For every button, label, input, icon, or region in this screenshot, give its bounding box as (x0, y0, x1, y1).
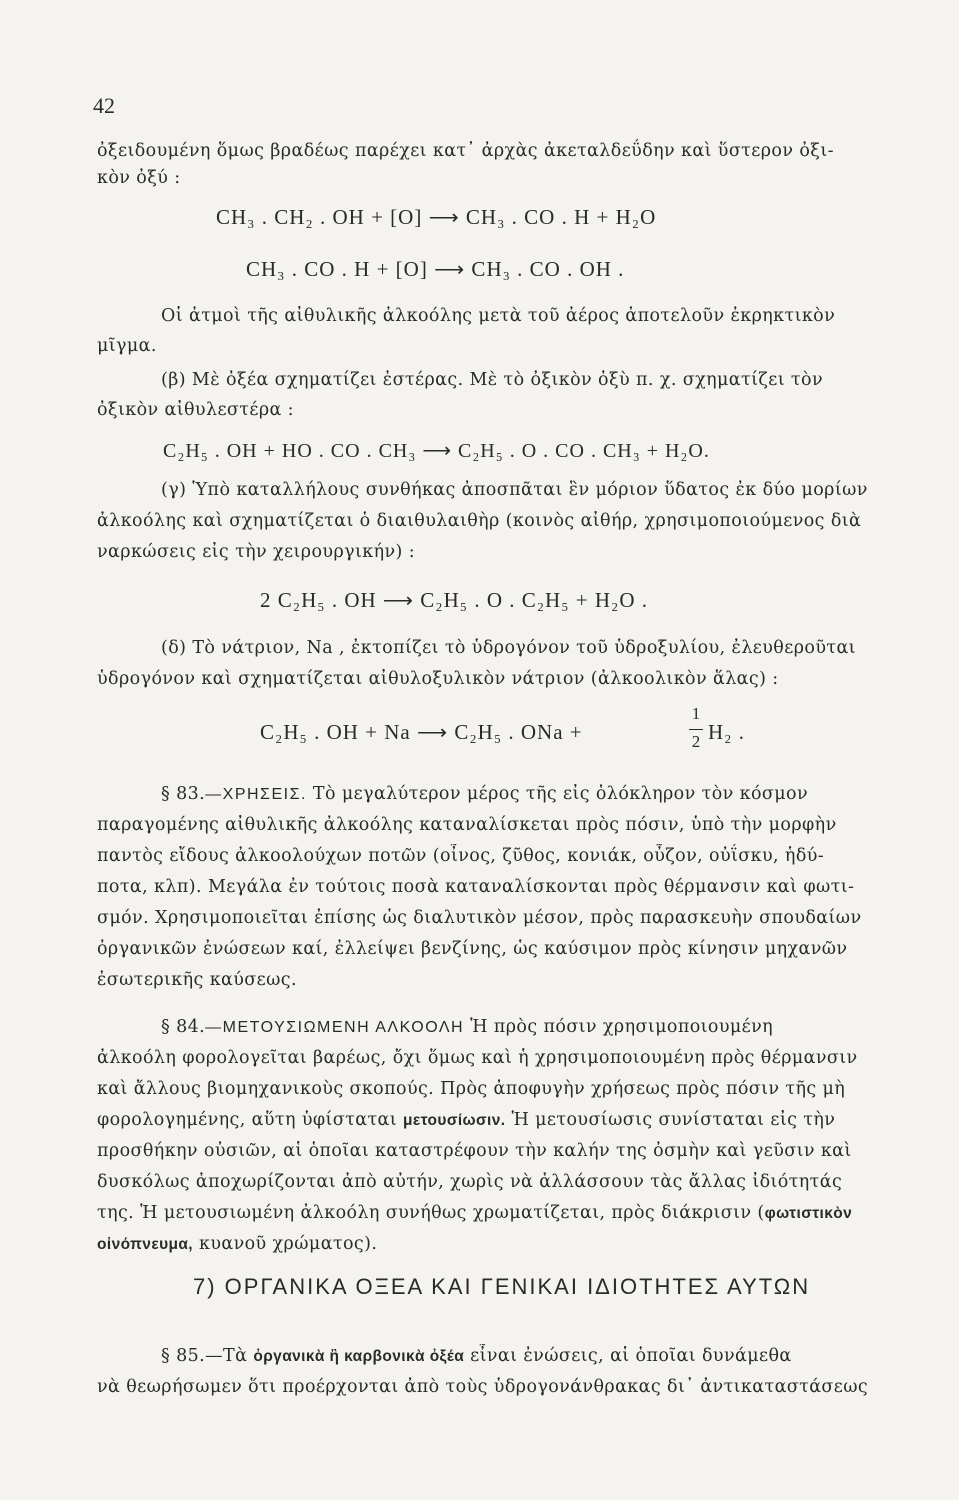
fraction-numerator: 1 (691, 704, 701, 723)
section-84-line-2: ἀλκοόλη φορολογεῖται βαρέως, ὄχι ὅμως καὶ ἡ χρησιμοποιουμένη πρὸς θέρμανσιν (97, 1048, 858, 1068)
section-83-line-7: ἐσωτερικῆς καύσεως. (97, 970, 297, 990)
section-84-line-7 (97, 1201, 927, 1226)
section-83-line-4: ποτα, κλπ). Μεγάλα ἐν τούτοις ποσὰ καταναλίσκονται πρὸς θέρμανσιν καὶ φωτι- (97, 877, 855, 897)
term-metousiosis: μετουσίωσιν. (403, 1112, 506, 1129)
section-85-post: εἶναι ἐνώσεις, αἱ ὁποῖαι δυνάμεθα (470, 1346, 792, 1366)
delta-line-1: (δ) Τὸ νάτριον, Na , ἐκτοπίζει τὸ ὑδρογόνον τοῦ ὑδροξυλίου, ἐλευθεροῦται (161, 638, 856, 658)
section-85-pre: —Τὰ (205, 1346, 248, 1366)
equation-oxidation-2: CH₃ . CO . H + [O] ⟶ CH₃ . CO . OH . (246, 257, 625, 281)
section-84-line-5: προσθήκην οὐσιῶν, αἱ ὁποῖαι καταστρέφουν τὴν καλήν της ὀσμὴν καὶ γεῦσιν καὶ (97, 1141, 852, 1161)
beta-line-2: ὀξικὸν αἰθυλεστέρα : (97, 400, 294, 420)
chapter-heading: 7) ΟΡΓΑΝΙΚΑ ΟΞΕΑ ΚΑΙ ΓΕΝΙΚΑΙ ΙΔΙΟΤΗΤΕΣ ΑΥΤΩΝ (193, 1274, 811, 1299)
gamma-line-1: (γ) Ὑπὸ καταλλήλους συνθήκας ἀποσπᾶται ἓν μόριον ὕδατος ἐκ δύο μορίων (161, 480, 868, 500)
section-84-line-3: καὶ ἄλλους βιομηχανικοὺς σκοπούς. Πρὸς ἀποφυγὴν χρήσεως πρὸς πόσιν τῆς μὴ (97, 1079, 846, 1099)
term-fotistikon: φωτιστικὸν (764, 1205, 853, 1222)
equation-ether: 2 C₂H₅ . OH ⟶ C₂H₅ . O . C₂H₅ + H₂O . (260, 588, 649, 612)
section-83-line-3: παντὸς εἴδους ἀλκοολούχων ποτῶν (οἶνος, ζῦθος, κονιάκ, οὖζον, οὐΐσκυ, ἡδύ- (97, 846, 825, 866)
section-83-line-2: παραγομένης αἰθυλικῆς ἀλκοόλης καταναλίσκεται πρὸς πόσιν, ὑπὸ τὴν μορφὴν (97, 815, 837, 835)
term-organic-acids: ὀργανικὰ ἢ καρβονικὰ ὀξέα (253, 1348, 465, 1365)
section-83-title: —ΧΡΗΣΕΙΣ. (205, 786, 307, 803)
section-83-line-6: ὀργανικῶν ἐνώσεων καί, ἐλλείψει βενζίνης, ὡς καύσιμον πρὸς κίνησιν μηχανῶν (97, 939, 848, 959)
section-84-line-7-pre: της. Ἡ μετουσιωμένη ἀλκοόλη συνήθως χρωματίζεται, πρὸς διάκρισιν ( (97, 1203, 765, 1223)
section-83-label: § 83. (161, 784, 206, 804)
fraction-bar (689, 729, 703, 730)
section-83-first-text: Τὸ μεγαλύτερον μέρος τῆς εἰς ὁλόκληρον τὸν κόσμον (312, 784, 808, 804)
equation-oxidation-1: CH₃ . CH₂ . OH + [O] ⟶ CH₃ . CO . H + H₂O (216, 205, 657, 229)
section-84-label: § 84. (161, 1017, 206, 1037)
section-84-line-6: δυσκόλως ἀποχωρίζονται ἀπὸ αὐτήν, χωρὶς νὰ ἀλλάσσουν τὰς ἄλλας ἰδιότητάς (97, 1172, 843, 1192)
equation-sodium-right: H₂ . (708, 720, 745, 744)
section-83-first-line (161, 782, 927, 807)
equation-esterification: C₂H₅ . OH + HO . CO . CH₃ ⟶ C₂H₅ . O . CO . CH₃ + H₂O. (163, 440, 710, 462)
vapors-line-1: Οἱ ἀτμοὶ τῆς αἰθυλικῆς ἀλκοόλης μετὰ τοῦ ἀέρος ἀποτελοῦν ἐκρηκτικὸν (161, 306, 836, 326)
section-83-line-5: σμόν. Χρησιμοποιεῖται ἐπίσης ὡς διαλυτικὸν μέσον, πρὸς παρασκευὴν σπουδαίων (97, 908, 862, 928)
intro-line-1: ὀξειδουμένη ὅμως βραδέως παρέχει κατ᾽ ἀρχὰς ἀκεταλδεΰδην καὶ ὕστερον ὀξι- (97, 141, 834, 161)
term-oinopneuma: οἰνόπνευμα, (97, 1236, 194, 1253)
gamma-line-2: ἀλκοόλης καὶ σχηματίζεται ὁ διαιθυλαιθὴρ (κοινὸς αἰθήρ, χρησιμοποιούμενος διὰ (97, 511, 862, 531)
intro-line-2: κὸν ὀξύ : (97, 168, 181, 188)
section-84-line-4-post: Ἡ μετουσίωσις συνίσταται εἰς τὴν (511, 1110, 836, 1130)
section-85-first-line (161, 1344, 927, 1369)
beta-line-1: (β) Μὲ ὀξέα σχηματίζει ἐστέρας. Μὲ τὸ ὀξικὸν ὀξὺ π. χ. σχηματίζει τὸν (161, 370, 823, 390)
section-85-label: § 85. (161, 1346, 206, 1366)
gamma-line-3: ναρκώσεις εἰς τὴν χειρουργικήν) : (97, 542, 415, 562)
section-85-line-2: νὰ θεωρήσωμεν ὅτι προέρχονται ἀπὸ τοὺς ὑδρογονάνθρακας δι᾽ ἀντικαταστάσεως (97, 1377, 869, 1397)
section-84-line-4-pre: φορολογημένης, αὕτη ὑφίσταται (97, 1110, 398, 1130)
section-84-title: —ΜΕΤΟΥΣΙΩΜΕΝΗ ΑΛΚΟΟΛΗ (205, 1019, 465, 1036)
delta-line-2: ὑδρογόνον καὶ σχηματίζεται αἰθυλοξυλικὸν νάτριον (ἀλκοολικὸν ἅλας) : (97, 669, 779, 689)
vapors-line-2: μῖγμα. (97, 336, 157, 356)
fraction-denominator: 2 (691, 732, 701, 751)
equation-sodium-left: C₂H₅ . OH + Na ⟶ C₂H₅ . ONa + (260, 720, 583, 744)
section-84-line-8-post: κυανοῦ χρώματος). (198, 1234, 378, 1254)
section-84-first-line (161, 1015, 927, 1040)
section-84-line-8 (97, 1232, 927, 1257)
page-number: 42 (93, 93, 115, 118)
section-84-first-text: Ἡ πρὸς πόσιν χρησιμοποιουμένη (470, 1017, 774, 1037)
section-84-line-4 (97, 1108, 927, 1133)
